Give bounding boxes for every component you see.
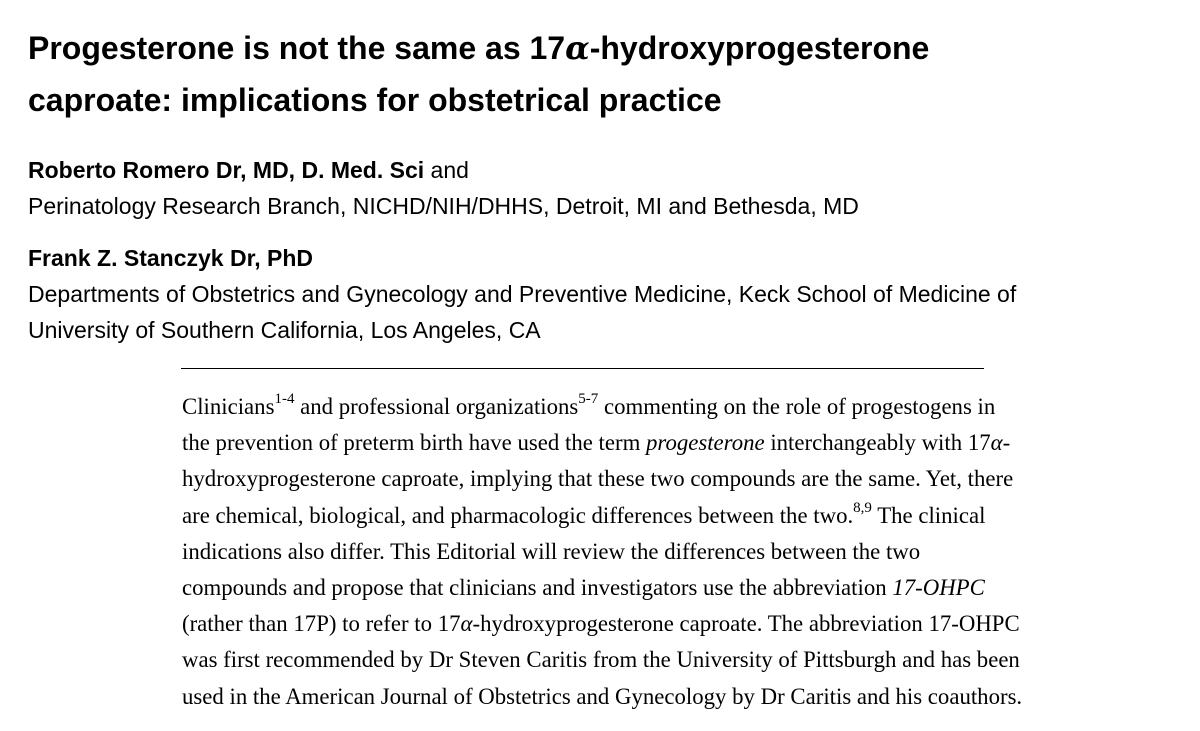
editorial-abstract: [182, 389, 1142, 715]
abstract-line: hydroxyprogesterone caproate, implying that these two compounds are the same. Yet, there: [182, 466, 1014, 492]
alpha-symbol: α: [460, 611, 473, 637]
abstract-line: [182, 570, 1142, 606]
author-conjunction: and: [424, 157, 469, 183]
article-title: [28, 22, 1178, 126]
citation-superscript: 8,9: [853, 500, 872, 517]
title-line1-start: Progesterone is not the same as 17: [28, 30, 566, 66]
alpha-symbol: α: [990, 430, 1003, 456]
author-affiliation-line1: Departments of Obstetrics and Gynecology and Preventive Medicine, Keck School of Medicine of: [28, 281, 1017, 307]
author-name: Frank Z. Stanczyk Dr, PhD: [28, 245, 314, 271]
author-affiliation-line2: University of Southern California, Los Angeles, CA: [28, 317, 541, 343]
abstract-line: used in the American Journal of Obstetrics and Gynecology by Dr Caritis and his coauthors.: [182, 683, 1023, 709]
citation-superscript: 5-7: [578, 391, 599, 408]
title-alpha: α: [565, 29, 590, 67]
abstract-line: indications also differ. This Editorial will review the differences between the two: [182, 538, 921, 564]
emphasized-abbreviation: 17-OHPC: [892, 575, 985, 601]
text-run: interchangeably with 17: [764, 430, 991, 456]
author-affiliation: Perinatology Research Branch, NICHD/NIH/DHHS, Detroit, MI and Bethesda, MD: [28, 193, 859, 219]
author-romero: [28, 152, 1188, 224]
citation-superscript: 1-4: [274, 391, 295, 408]
text-run: commenting on the role of progestogens in: [598, 394, 996, 419]
text-run: -hydroxyprogesterone caproate. The abbreviation 17-OHPC: [472, 611, 1020, 637]
section-divider: [181, 368, 984, 369]
emphasized-term: progesterone: [646, 430, 765, 456]
text-run: the prevention of preterm birth have used the term: [182, 430, 647, 456]
text-run: are chemical, biological, and pharmacologic differences between the two.: [182, 502, 854, 528]
text-run: -: [1002, 430, 1011, 456]
text-run: The clinical: [871, 502, 986, 528]
text-run: and professional organizations: [294, 394, 579, 419]
abstract-line: was first recommended by Dr Steven Caritis from the University of Pittsburgh and has been: [182, 647, 1020, 673]
abstract-line: [182, 606, 1142, 642]
author-romero-name-line: [28, 152, 1188, 188]
abstract-line: [182, 425, 1142, 461]
abstract-line: [182, 498, 1142, 534]
text-run: compounds and propose that clinicians and investigators use the abbreviation: [182, 575, 893, 601]
title-line2: caproate: implications for obstetrical practice: [28, 82, 722, 118]
abstract-line: [182, 389, 1142, 425]
text-run: (rather than 17P) to refer to 17: [182, 611, 461, 637]
text-run: Clinicians: [182, 394, 275, 419]
author-stanczyk: [28, 240, 1188, 348]
title-line1-end: -hydroxyprogesterone: [589, 30, 930, 66]
author-name: Roberto Romero Dr, MD, D. Med. Sci: [28, 157, 425, 183]
